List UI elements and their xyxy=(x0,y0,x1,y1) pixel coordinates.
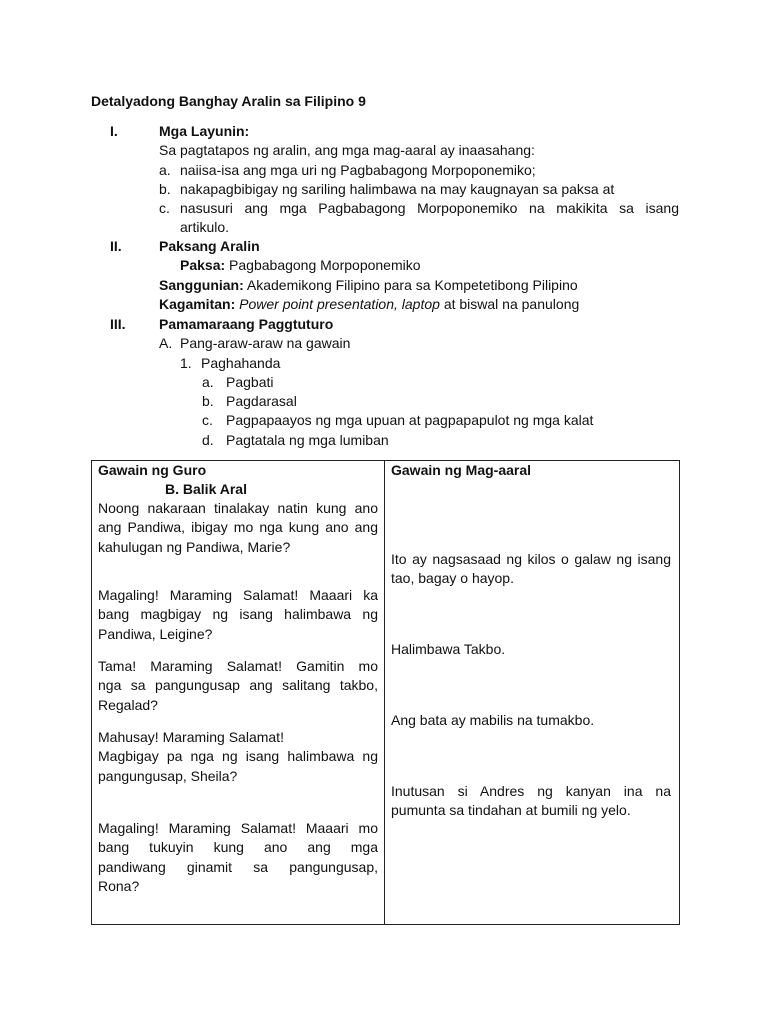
column-header: Gawain ng Guro xyxy=(98,462,207,478)
mag-aaral-turn: Halimbawa Takbo. xyxy=(391,641,506,657)
section-heading: Mga Layunin: xyxy=(159,123,250,139)
guro-turn: Noong nakaraan tinalakay natin kung ano ang Pandiwa, ibigay mo nga kung ano ang kahulugan ng Pandiwa, Marie? xyxy=(98,500,378,555)
mag-aaral-turn: Ito ay nagsasaad ng kilos o galaw ng isang tao, bagay o hayop. xyxy=(391,551,671,587)
table-row xyxy=(92,461,680,925)
intro-text: Sa pagtatapos ng aralin, ang mga mag-aaral ay inaasahang: xyxy=(159,142,535,159)
mag-aaral-column xyxy=(385,461,680,925)
list-item: c. Pagpapaayos ng mga upuan at pagpapapulot ng mga kalat xyxy=(202,412,594,429)
column-header: Gawain ng Mag-aaral xyxy=(391,462,532,478)
lesson-table xyxy=(91,460,680,925)
list-item: a. naiisa-isa ang mga uri ng Pagbabagong Morpoponemiko; xyxy=(159,161,536,178)
list-item: a. Pagbati xyxy=(202,373,274,390)
list-item: 1. Paghahanda xyxy=(180,354,281,371)
guro-turn: Mahusay! Maraming Salamat! Magbigay pa nga ng isang halimbawa ng pangungusap, Sheila? xyxy=(98,729,378,784)
mag-aaral-turn: Inutusan si Andres ng kanyan ina na pumunta sa tindahan at bumili ng yelo. xyxy=(391,783,671,819)
mag-aaral-turn: Ang bata ay mabilis na tumakbo. xyxy=(391,712,595,728)
guro-column xyxy=(92,461,385,925)
guro-turn: Tama! Maraming Salamat! Gamitin mo nga sa pangungusap ang salitang takbo, Regalad? xyxy=(98,658,378,713)
list-item: b. Pagdarasal xyxy=(202,393,297,410)
section-heading: Paksang Aralin xyxy=(159,238,260,254)
paksa-line: Paksa: Pagbabagong Morpoponemiko xyxy=(180,257,421,274)
list-item: b. nakapagbibigay ng sariling halimbawa na may kaugnayan sa paksa at xyxy=(159,180,615,197)
sub-heading: B. Balik Aral xyxy=(165,481,247,498)
sanggunian-line: Sanggunian: Akademikong Filipino para sa Kompetetibong Pilipino xyxy=(159,276,578,293)
section-heading: Pamamaraang Paggtuturo xyxy=(159,316,334,332)
section-number: III. xyxy=(110,316,126,332)
list-item: A. Pang-araw-araw na gawain xyxy=(159,335,351,352)
guro-turn: Magaling! Maraming Salamat! Maaari mo bang tukuyin kung ano ang mga pandiwang ginamit sa pangungusap, Rona? xyxy=(98,820,378,894)
section-number: II. xyxy=(110,238,122,254)
list-item: c. nasusuri ang mga Pagbabagong Morpoponemiko na makikita sa isang artikulo. xyxy=(159,200,679,236)
document-title: Detalyadong Banghay Aralin sa Filipino 9 xyxy=(91,93,366,109)
section-number: I. xyxy=(110,123,118,139)
list-item: d. Pagtatala ng mga lumiban xyxy=(202,431,389,448)
guro-turn: Magaling! Maraming Salamat! Maaari ka bang magbigay ng isang halimbawa ng Pandiwa, Leigine? xyxy=(98,587,378,642)
kagamitan-line: Kagamitan: Power point presentation, laptop at biswal na panulong xyxy=(159,295,580,312)
